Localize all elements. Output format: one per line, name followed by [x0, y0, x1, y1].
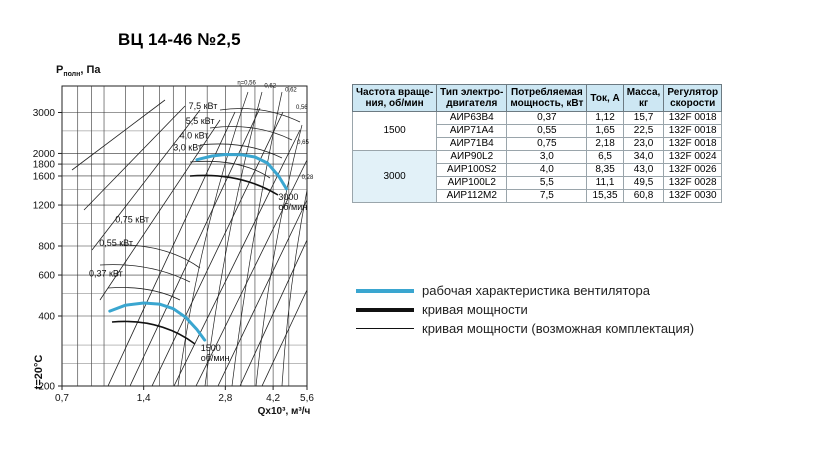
fan-performance-chart [0, 0, 350, 440]
table-cell: АИР71А4 [437, 125, 507, 138]
temperature-label: t=20°C [33, 354, 45, 390]
x-tick-label: 2,8 [218, 393, 233, 404]
legend [356, 281, 694, 338]
power-curve [220, 109, 300, 123]
table-cell: АИР71В4 [437, 138, 507, 151]
efficiency-label: η=0,56 [237, 80, 256, 87]
power-label: 4,0 кВт [179, 130, 209, 141]
y-tick-label: 1600 [32, 171, 55, 183]
table-cell: 6,5 [587, 151, 623, 164]
efficiency-label: 0,65 [297, 139, 309, 146]
y-tick-label: 800 [38, 241, 55, 253]
x-axis-label: Qx10³, м³/ч [257, 406, 311, 417]
series-label: об/мин [200, 353, 230, 364]
table-cell: 0,55 [507, 125, 587, 138]
legend-label: кривая мощности [422, 302, 528, 317]
table-cell: 132F 0024 [664, 151, 722, 164]
legend-label: кривая мощности (возможная комплектация) [422, 321, 695, 336]
x-tick-label: 4,2 [266, 393, 281, 404]
x-tick-label: 0,7 [55, 393, 69, 404]
table-cell: АИР112М2 [437, 190, 507, 203]
power-curve [210, 127, 292, 141]
table-header-cell: Ток, А [587, 85, 623, 112]
power-curve [108, 288, 180, 301]
legend-label: рабочая характеристика вентилятора [422, 283, 650, 298]
table-cell: 15,7 [623, 112, 664, 125]
table-cell: АИР63В4 [437, 112, 507, 125]
table-cell-rpm: 3000 [353, 151, 437, 203]
efficiency-label: 0,56 [295, 105, 308, 112]
series-label: 3000 [278, 191, 299, 202]
power-label: 0,75 кВт [115, 214, 150, 225]
table-cell: 132F 0030 [664, 190, 722, 203]
power-label: 0,55 кВт [99, 237, 133, 248]
y-tick-label: 2000 [32, 148, 55, 160]
y-axis-label: $P_{полн}$, Па [56, 64, 101, 78]
table-cell: 1,65 [587, 125, 623, 138]
power-label: 5,5 кВт [185, 115, 215, 126]
power-label: 7,5 кВт [188, 101, 218, 112]
table-header-row [353, 85, 722, 112]
x-tick-label: 5,6 [300, 393, 314, 404]
series-label: об/мин [278, 201, 308, 212]
table-header-cell: Регулятор скорости [664, 85, 722, 112]
table-cell: 132F 0018 [664, 112, 722, 125]
ray-line [262, 290, 307, 386]
legend-item-power-curve [356, 300, 694, 319]
table-cell: 1,12 [587, 112, 623, 125]
efficiency-label: 0,28 [301, 175, 314, 182]
table-cell: 132F 0018 [664, 138, 722, 151]
chart-title: ВЦ 14-46 №2,5 [118, 30, 241, 49]
y-tick-label: 200 [38, 381, 55, 393]
efficiency-label: 0,62 [264, 83, 277, 90]
x-tick-label: 1,4 [136, 393, 151, 404]
efficiency-curve [282, 190, 307, 386]
table-cell: 22,5 [623, 125, 664, 138]
legend-swatch-working [356, 289, 414, 293]
table-cell: 7,5 [507, 190, 587, 203]
table-cell: 11,1 [587, 177, 623, 190]
table-header-cell: Частота враще- ния, об/мин [353, 85, 437, 112]
y-tick-label: 3000 [32, 107, 55, 119]
ray-line [218, 200, 307, 386]
table-cell: 8,35 [587, 164, 623, 177]
table-cell: АИР100S2 [437, 164, 507, 177]
table-cell: АИР100L2 [437, 177, 507, 190]
legend-swatch-power-thin [356, 328, 414, 329]
series-label: 1500 [200, 343, 221, 354]
table-cell: 5,5 [507, 177, 587, 190]
table-cell: 3,0 [507, 151, 587, 164]
table-header-cell: Потребляемая мощность, кВт [507, 85, 587, 112]
efficiency-label: 0,62 [285, 87, 297, 94]
table-cell: 132F 0018 [664, 125, 722, 138]
table-cell: 132F 0028 [664, 177, 722, 190]
table-header-cell: Масса, кг [623, 85, 664, 112]
table-cell: 132F 0026 [664, 164, 722, 177]
table-cell-rpm: 1500 [353, 112, 437, 151]
legend-item-power-curve-optional [356, 319, 694, 338]
legend-swatch-power [356, 308, 414, 312]
power-label: 0,37 кВт [88, 268, 123, 279]
table-cell: 23,0 [623, 138, 664, 151]
table-cell: 0,37 [507, 112, 587, 125]
table-cell: 0,75 [507, 138, 587, 151]
table-cell: 2,18 [587, 138, 623, 151]
y-tick-label: 400 [38, 311, 55, 323]
table-row [353, 151, 722, 164]
table-cell: 43,0 [623, 164, 664, 177]
table-cell: 15,35 [587, 190, 623, 203]
y-tick-label: 600 [38, 270, 55, 282]
table-row [353, 112, 722, 125]
ray-line [72, 100, 165, 170]
table-cell: 34,0 [623, 151, 664, 164]
power-label: 3,0 кВт [173, 142, 203, 153]
legend-item-working-curve [356, 281, 694, 300]
table-cell: 4,0 [507, 164, 587, 177]
power-curve-main [112, 321, 195, 344]
table-cell: 49,5 [623, 177, 664, 190]
table-header-cell: Тип электро- двигателя [437, 85, 507, 112]
motor-spec-table [352, 84, 722, 203]
y-tick-label: 1200 [32, 200, 55, 212]
table-cell: АИР90L2 [437, 151, 507, 164]
y-tick-label: 1800 [32, 159, 55, 171]
table-cell: 60,8 [623, 190, 664, 203]
